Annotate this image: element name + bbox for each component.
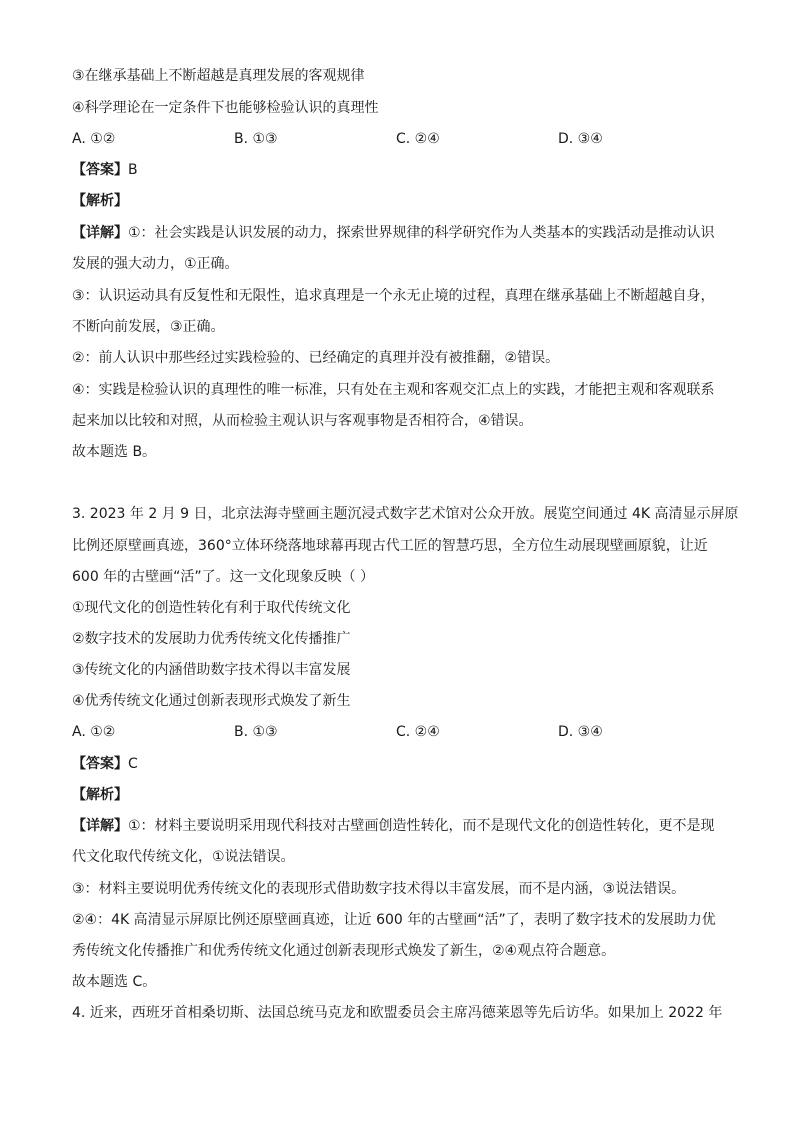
q3-answer: [72, 754, 138, 774]
q2-detail-text-1: ①：社会实践是认识发展的动力，探索世界规律的科学研究作为人类基本的实践活动是推动认识: [128, 225, 715, 241]
q2-detail-line-7: 起来加以比较和对照，从而检验主观认识与客观事物是否相符合，④错误。: [72, 413, 533, 429]
q2-answer-value: B: [128, 162, 138, 178]
q2-option-a: A. ①②: [72, 131, 116, 147]
q2-detail-line-3: ③：认识运动具有反复性和无限性，追求真理是一个永无止境的过程，真理在继承基础上不断超越自身，: [72, 288, 715, 304]
q3-detail-line-4: ②④：4K 高清显示屏原比例还原壁画真迹，让近 600 年的古壁画“活”了，表明了数字技术的发展助力优: [72, 912, 716, 928]
q3-conclusion: 故本题选 C。: [72, 974, 157, 990]
q3-detail-line-2: 代文化取代传统文化，①说法错误。: [72, 849, 295, 865]
q3-item-1: ①现代文化的创造性转化有利于取代传统文化: [72, 600, 351, 616]
q3-stem-line-1: 3. 2023 年 2 月 9 日，北京法海寺壁画主题沉浸式数字艺术馆对公众开放。展览空间通过 4K 高清显示屏原: [72, 506, 739, 522]
q3-stem-line-3: 600 年的古壁画“活”了。这一文化现象反映（ ）: [72, 569, 375, 585]
q3-option-b: B. ①③: [234, 724, 278, 740]
q3-answer-value: C: [128, 756, 138, 772]
q2-option-c: C. ②④: [396, 131, 440, 147]
q2-option-d: D. ③④: [558, 131, 603, 147]
q2-option-b: B. ①③: [234, 131, 278, 147]
q3-item-4: ④优秀传统文化通过创新表现形式焕发了新生: [72, 693, 351, 709]
q3-option-a: A. ①②: [72, 724, 116, 740]
q3-item-3: ③传统文化的内涵借助数字技术得以丰富发展: [72, 662, 351, 678]
q2-detail-tag: 【详解】: [72, 225, 128, 241]
q3-detail-line-3: ③：材料主要说明优秀传统文化的表现形式借助数字技术得以丰富发展，而不是内涵，③说法错误。: [72, 881, 686, 897]
q4-stem-line-1: 4. 近来，西班牙首相桑切斯、法国总统马克龙和欧盟委员会主席冯德莱恩等先后访华。如果加上 2022 年: [72, 1005, 723, 1021]
q3-options: [72, 722, 722, 742]
q3-answer-tag: 【答案】: [72, 756, 128, 772]
q2-options: [72, 129, 722, 149]
q2-detail-line-6: ④：实践是检验认识的真理性的唯一标准，只有处在主观和客观交汇点上的实践，才能把主观和客观联系: [72, 382, 715, 398]
q3-item-2: ②数字技术的发展助力优秀传统文化传播推广: [72, 631, 351, 647]
q2-detail-line-2: 发展的强大动力，①正确。: [72, 256, 239, 272]
q3-detail-line-5: 秀传统文化传播推广和优秀传统文化通过创新表现形式焕发了新生，②④观点符合题意。: [72, 943, 616, 959]
q3-detail-text-1: ①：材料主要说明采用现代科技对古壁画创造性转化，而不是现代文化的创造性转化，更不是现: [128, 818, 715, 834]
q2-item-4: ④科学理论在一定条件下也能够检验认识的真理性: [72, 100, 379, 116]
q2-answer: [72, 160, 138, 180]
q3-option-c: C. ②④: [396, 724, 440, 740]
q2-conclusion: 故本题选 B。: [72, 444, 157, 460]
q2-analysis-tag: 【解析】: [72, 193, 128, 209]
q3-option-d: D. ③④: [558, 724, 603, 740]
q2-item-3: ③在继承基础上不断超越是真理发展的客观规律: [72, 68, 365, 84]
q3-stem-line-2: 比例还原壁画真迹，360°立体环绕落地球幕再现古代工匠的智慧巧思，全方位生动展现壁画原貌，让近: [72, 538, 708, 554]
q2-detail-line-5: ②：前人认识中那些经过实践检验的、已经确定的真理并没有被推翻，②错误。: [72, 350, 560, 366]
q3-detail-line-1: [72, 816, 715, 836]
q2-detail-line-1: [72, 223, 715, 243]
q3-analysis-tag: 【解析】: [72, 787, 128, 803]
q2-detail-line-4: 不断向前发展，③正确。: [72, 319, 225, 335]
q3-detail-tag: 【详解】: [72, 818, 128, 834]
q2-answer-tag: 【答案】: [72, 162, 128, 178]
